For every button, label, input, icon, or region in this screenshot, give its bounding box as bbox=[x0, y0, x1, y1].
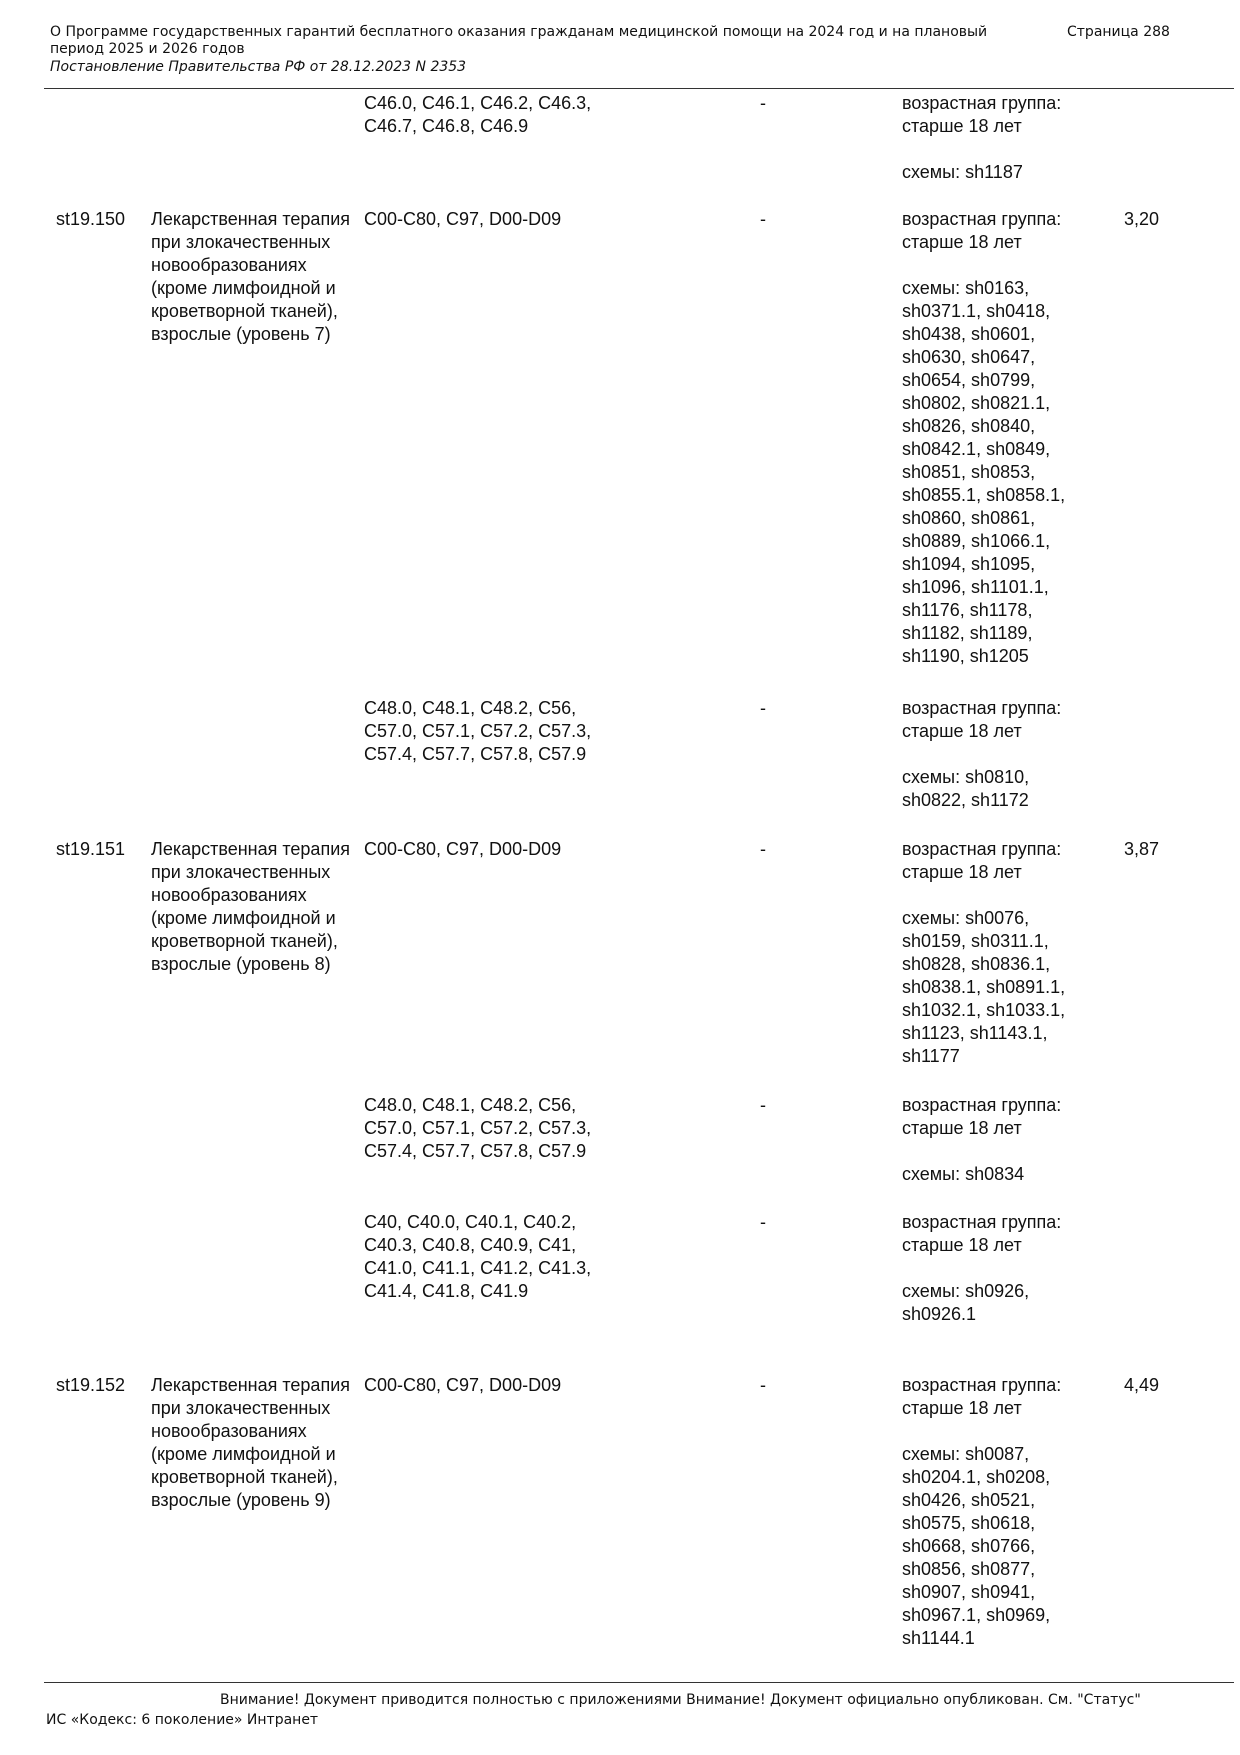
row-3-dash: - bbox=[760, 839, 766, 859]
row-4-dash: - bbox=[760, 1095, 766, 1115]
footer-notice: Внимание! Документ приводится полностью с приложениями Внимание! Документ официально опубликован. См. "Статус" bbox=[220, 1692, 1141, 1708]
row-1-age-group: возрастная группа: старше 18 лет bbox=[902, 209, 1062, 252]
row-5-dash: - bbox=[760, 1212, 766, 1232]
row-6-code: st19.152 bbox=[56, 1375, 126, 1395]
row-0-mkb-codes: C46.0, C46.1, C46.2, C46.3, C46.7, C46.8, C46.9 bbox=[364, 93, 592, 136]
row-4-schemes: схемы: sh0834 bbox=[902, 1164, 1025, 1184]
row-2-mkb-codes: C48.0, C48.1, C48.2, C56, C57.0, C57.1, C57.2, C57.3, C57.4, C57.7, C57.8, C57.9 bbox=[364, 698, 592, 764]
decree-reference: Постановление Правительства РФ от 28.12.2023 N 2353 bbox=[50, 59, 467, 75]
row-3-schemes: схемы: sh0076, sh0159, sh0311.1, sh0828, sh0836.1, sh0838.1, sh0891.1, sh1032.1, sh1033.1, sh1123, sh1143.1, sh1177 bbox=[902, 908, 1066, 1066]
row-5-schemes: схемы: sh0926, sh0926.1 bbox=[902, 1281, 1030, 1324]
row-1-schemes: схемы: sh0163, sh0371.1, sh0418, sh0438, sh0601, sh0630, sh0647, sh0654, sh0799, sh0802, sh0821.1, sh0826, sh0840, sh0842.1, sh0849, sh0851, sh0853, sh0855.1, sh0858.1, sh0860, sh0861, sh0889, sh1066.1, sh1094, sh1095, sh1096, sh1101.1, sh1176, sh1178, sh1182, sh1189, sh1190, sh1205 bbox=[902, 278, 1066, 666]
row-6-name: Лекарственная терапия при злокачественных новообразованиях (кроме лимфоидной и кроветворной тканей), взрослые (уровень 9) bbox=[151, 1375, 350, 1510]
page-number: Страница 288 bbox=[1067, 24, 1170, 40]
row-2-dash: - bbox=[760, 698, 766, 718]
row-1-dash: - bbox=[760, 209, 766, 229]
row-2-schemes: схемы: sh0810, sh0822, sh1172 bbox=[902, 767, 1030, 810]
row-5-age-group: возрастная группа: старше 18 лет bbox=[902, 1212, 1062, 1255]
row-2-age-group: возрастная группа: старше 18 лет bbox=[902, 698, 1062, 741]
row-0-schemes: схемы: sh1187 bbox=[902, 162, 1023, 182]
row-0-age-group: возрастная группа: старше 18 лет bbox=[902, 93, 1062, 136]
footer-source: ИС «Кодекс: 6 поколение» Интранет bbox=[46, 1712, 319, 1728]
row-3-name: Лекарственная терапия при злокачественных новообразованиях (кроме лимфоидной и кроветворной тканей), взрослые (уровень 8) bbox=[151, 839, 350, 974]
row-1-mkb-codes: C00-C80, C97, D00-D09 bbox=[364, 209, 562, 229]
row-3-code: st19.151 bbox=[56, 839, 126, 859]
header-divider bbox=[44, 88, 1234, 89]
row-1-code: st19.150 bbox=[56, 209, 126, 229]
document-title: О Программе государственных гарантий бесплатного оказания гражданам медицинской помощи на 2024 год и на плановый период 2025 и 2026 годов bbox=[50, 24, 988, 57]
row-3-coefficient: 3,87 bbox=[1124, 839, 1160, 859]
row-0-dash: - bbox=[760, 93, 766, 113]
row-3-age-group: возрастная группа: старше 18 лет bbox=[902, 839, 1062, 882]
row-6-schemes: схемы: sh0087, sh0204.1, sh0208, sh0426, sh0521, sh0575, sh0618, sh0668, sh0766, sh0856, sh0877, sh0907, sh0941, sh0967.1, sh0969, sh1144.1 bbox=[902, 1444, 1051, 1648]
row-6-coefficient: 4,49 bbox=[1124, 1375, 1160, 1395]
row-1-coefficient: 3,20 bbox=[1124, 209, 1160, 229]
footer-divider bbox=[44, 1682, 1234, 1683]
row-1-name: Лекарственная терапия при злокачественных новообразованиях (кроме лимфоидной и кроветворной тканей), взрослые (уровень 7) bbox=[151, 209, 350, 344]
row-4-age-group: возрастная группа: старше 18 лет bbox=[902, 1095, 1062, 1138]
row-3-mkb-codes: C00-C80, C97, D00-D09 bbox=[364, 839, 562, 859]
row-5-mkb-codes: C40, C40.0, C40.1, C40.2, C40.3, C40.8, C40.9, C41, C41.0, C41.1, C41.2, C41.3, C41.4, C41.8, C41.9 bbox=[364, 1212, 592, 1301]
row-6-mkb-codes: C00-C80, C97, D00-D09 bbox=[364, 1375, 562, 1395]
row-6-dash: - bbox=[760, 1375, 766, 1395]
row-6-age-group: возрастная группа: старше 18 лет bbox=[902, 1375, 1062, 1418]
row-4-mkb-codes: C48.0, C48.1, C48.2, C56, C57.0, C57.1, C57.2, C57.3, C57.4, C57.7, C57.8, C57.9 bbox=[364, 1095, 592, 1161]
